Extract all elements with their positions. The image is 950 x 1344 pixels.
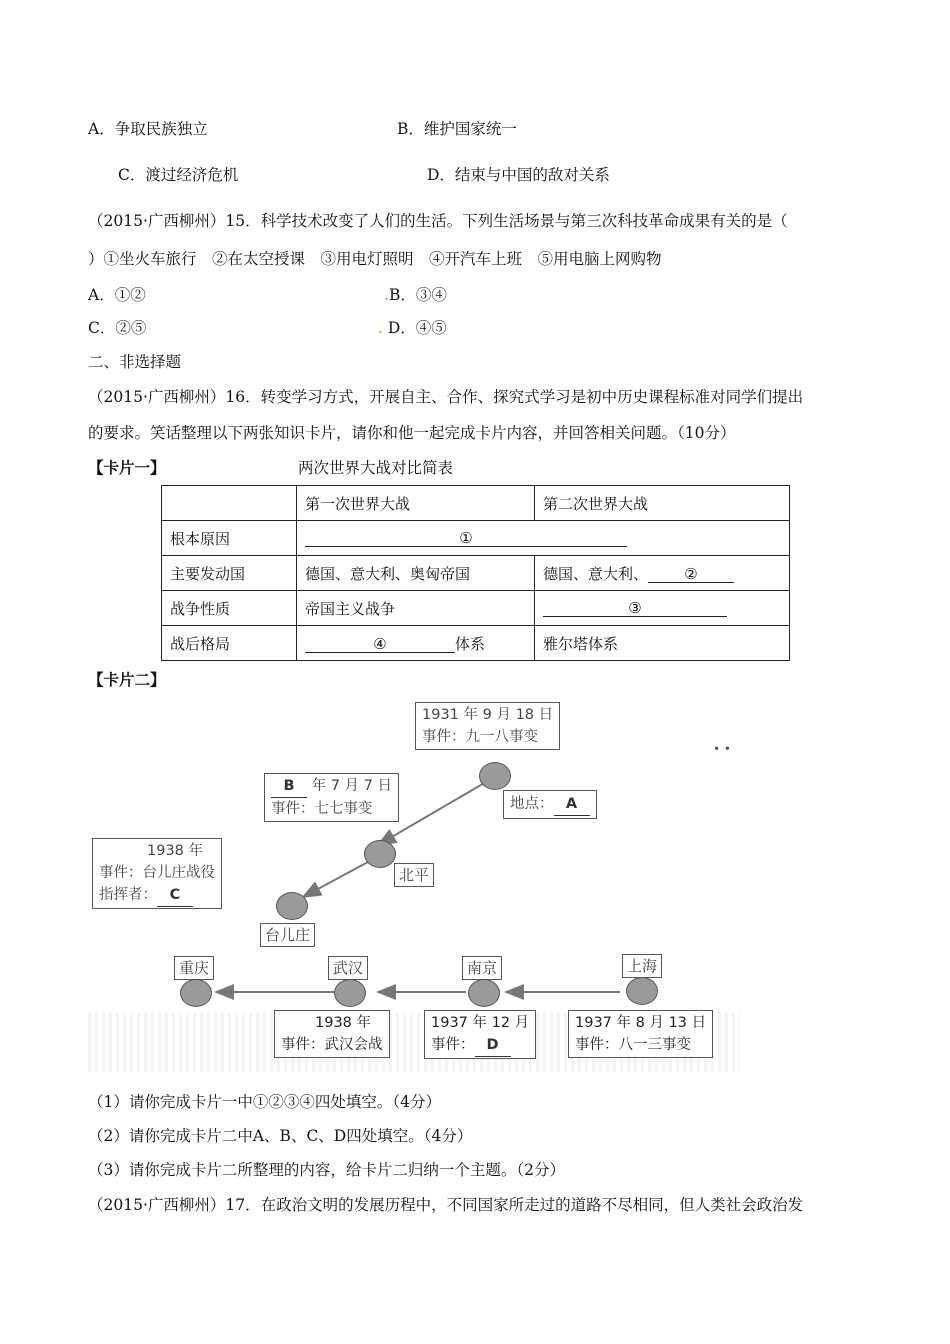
option-c: C．渡过经济危机 bbox=[118, 166, 239, 184]
event-date: 1931 年 9 月 18 日 bbox=[422, 707, 554, 723]
place-label-taierzhuang: 台儿庄 bbox=[260, 923, 315, 947]
q15-option-d-wrap bbox=[378, 316, 447, 338]
circle-node-chongqing bbox=[180, 979, 212, 1007]
table-cell: 根本原因 bbox=[162, 521, 297, 556]
circle-node-shanghai bbox=[626, 977, 658, 1005]
event-date: 1938 年 bbox=[315, 1015, 372, 1031]
event-date: 1937 年 12 月 bbox=[431, 1015, 530, 1031]
table-row bbox=[162, 626, 790, 661]
blank-2: ② bbox=[648, 566, 734, 583]
q15-option-c: C．②⑤ bbox=[88, 319, 147, 337]
option-a: A．争取民族独立 bbox=[88, 120, 208, 138]
event-name: 事件：九一八事变 bbox=[422, 729, 538, 745]
place-label-shanghai: 上海 bbox=[622, 954, 662, 978]
q15-option-b-wrap bbox=[384, 283, 447, 305]
event-box-taierzhuang bbox=[92, 838, 222, 909]
place-label-wuhan: 武汉 bbox=[328, 956, 368, 980]
table-cell: 主要发动国 bbox=[162, 556, 297, 591]
q15-option-a: A．①② bbox=[88, 286, 146, 304]
event-date: 年 7 月 7 日 bbox=[311, 778, 392, 794]
card2-label: 【卡片二】 bbox=[88, 670, 166, 689]
q15-option-d: D．④⑤ bbox=[387, 319, 447, 337]
q15-stem-line2: ）①坐火车旅行 ②在太空授课 ③用电灯照明 ④开汽车上班 ⑤用电脑上网购物 bbox=[88, 250, 662, 268]
event-box-wuhan bbox=[274, 1010, 390, 1058]
timeline-diagram bbox=[88, 692, 740, 1075]
table-text: 德国、意大利、 bbox=[543, 564, 649, 583]
place-prefix: 地点： bbox=[510, 796, 554, 812]
place-label-beiping: 北平 bbox=[394, 863, 434, 887]
blank-b: B bbox=[271, 775, 307, 798]
table-cell: 战争性质 bbox=[162, 591, 297, 626]
event-name: 事件：八一三事变 bbox=[575, 1037, 691, 1053]
table-cell bbox=[535, 556, 790, 591]
event-name: 事件：武汉会战 bbox=[281, 1037, 383, 1053]
q15-stem-line1: （2015·广西柳州）15．科学技术改变了人们的生活。下列生活场景与第三次科技革命成果有关的是（ bbox=[88, 212, 788, 230]
section-heading: 二、非选择题 bbox=[88, 353, 182, 371]
event-date: 1938 年 bbox=[147, 843, 204, 859]
scan-mark: • • bbox=[713, 742, 731, 756]
table-cell bbox=[535, 591, 790, 626]
table-cell: 战后格局 bbox=[162, 626, 297, 661]
event-name-line bbox=[431, 1034, 529, 1057]
card1-title: 两次世界大战对比简表 bbox=[298, 459, 454, 477]
table-row bbox=[162, 591, 790, 626]
event-date: 1937 年 8 月 13 日 bbox=[575, 1015, 707, 1031]
place-label-nanjing: 南京 bbox=[462, 956, 502, 980]
place-box bbox=[503, 790, 597, 819]
comparison-table bbox=[161, 485, 790, 661]
option-b: B．维护国家统一 bbox=[397, 120, 517, 138]
commander-line bbox=[99, 884, 215, 907]
table-row bbox=[162, 556, 790, 591]
place-label-chongqing: 重庆 bbox=[174, 956, 214, 980]
table-row bbox=[162, 521, 790, 556]
table-cell: 德国、意大利、奥匈帝国 bbox=[297, 556, 535, 591]
card1-label: 【卡片一】 bbox=[88, 458, 166, 477]
event-date-line bbox=[271, 775, 392, 798]
event-box-77 bbox=[264, 773, 399, 822]
table-header-cell: 第一次世界大战 bbox=[297, 486, 535, 521]
blank-4: ④ bbox=[305, 636, 455, 653]
blank-1: ① bbox=[305, 530, 627, 547]
circle-node-taierzhuang bbox=[276, 892, 308, 920]
table-cell: 帝国主义战争 bbox=[297, 591, 535, 626]
dot-mark: . bbox=[384, 286, 389, 304]
blank-c: C bbox=[157, 884, 193, 907]
table-cell bbox=[297, 521, 790, 556]
event-box-shanghai bbox=[568, 1010, 713, 1058]
event-box-918 bbox=[415, 702, 560, 750]
dot-mark: . bbox=[378, 319, 383, 337]
commander-prefix: 指挥者： bbox=[99, 887, 157, 903]
table-header-cell bbox=[162, 486, 297, 521]
blank-a: A bbox=[554, 793, 590, 816]
event-name: 事件： bbox=[431, 1037, 475, 1053]
table-header-cell: 第二次世界大战 bbox=[535, 486, 790, 521]
q16-stem-line2: 的要求。笑话整理以下两张知识卡片，请你和他一起完成卡片内容，并回答相关问题。（10分） bbox=[88, 424, 736, 442]
circle-node-beiping bbox=[364, 840, 396, 868]
arrow-2 bbox=[303, 862, 368, 897]
event-name: 事件：七七事变 bbox=[271, 801, 373, 817]
question-1: （1）请你完成卡片一中①②③④四处填空。（4分） bbox=[88, 1093, 441, 1111]
event-name: 事件：台儿庄战役 bbox=[99, 865, 215, 881]
circle-node-nanjing bbox=[468, 979, 500, 1007]
event-box-nanjing bbox=[424, 1010, 536, 1059]
question-2: （2）请你完成卡片二中A、B、C、D四处填空。（4分） bbox=[88, 1127, 473, 1145]
table-row bbox=[162, 486, 790, 521]
table-cell bbox=[297, 626, 535, 661]
blank-d: D bbox=[475, 1034, 511, 1057]
option-d: D．结束与中国的敌对关系 bbox=[427, 166, 610, 184]
table-text: 体系 bbox=[455, 634, 486, 653]
question-3: （3）请你完成卡片二所整理的内容，给卡片二归纳一个主题。（2分） bbox=[88, 1161, 565, 1179]
table-cell: 雅尔塔体系 bbox=[535, 626, 790, 661]
blank-3: ③ bbox=[543, 600, 727, 617]
q16-stem-line1: （2015·广西柳州）16．转变学习方式，开展自主、合作、探究式学习是初中历史课程标准对同学们提出 bbox=[88, 388, 804, 406]
q17-stem-line1: （2015·广西柳州）17．在政治文明的发展历程中，不同国家所走过的道路不尽相同，但人类社会政治发 bbox=[88, 1196, 804, 1214]
circle-node-wuhan bbox=[334, 979, 366, 1007]
q15-option-b: B．③④ bbox=[388, 286, 447, 304]
circle-node-shenyang bbox=[479, 762, 511, 790]
